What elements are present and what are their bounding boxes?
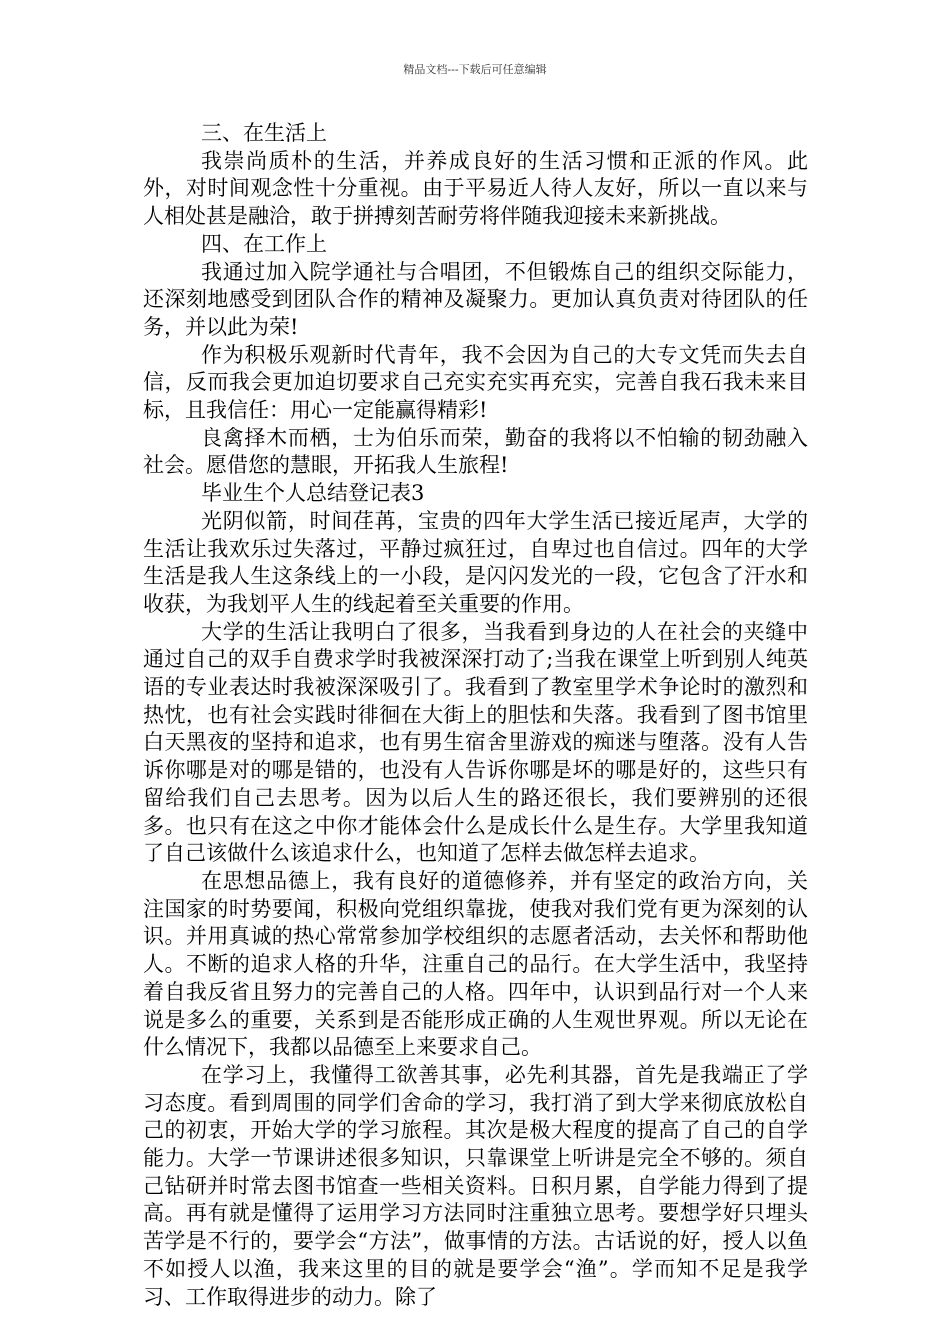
paragraph-work: 我通过加入院学通社与合唱团，不但锻炼自己的组织交际能力，还深刻地感受到团队合作的精神及凝聚力。更加认真负责对待团队的任务，并以此为荣! (143, 259, 808, 339)
document-body (143, 120, 808, 1311)
paragraph-study: 在学习上，我懂得工欲善其事，必先利其器，首先是我端正了学习态度。看到周围的同学们舍命的学习，我打消了到大学来彻底放松自己的初衷，开始大学的学习旅程。其次是极大程度的提高了自己的自学能力。大学一节课讲述很多知识，只靠课堂上听讲是完全不够的。须自己钻研并时常去图书馆查一些相关资料。日积月累，自学能力得到了提高。再有就是懂得了运用学习方法同时注重独立思考。要想学好只埋头苦学是不行的，要学会“方法”，做事情的方法。古话说的好，授人以鱼不如授人以渔，我来这里的目的就是要学会“渔”。学而知不足是我学习、工作取得进步的动力。除了 (143, 1062, 808, 1309)
section-heading-life: 三、在生活上 (201, 121, 327, 145)
document-subtitle: 毕业生个人总结登记表3 (201, 481, 425, 506)
page-header: 精品文档---下载后可任意编辑 (403, 63, 547, 76)
paragraph-life: 我崇尚质朴的生活，并养成良好的生活习惯和正派的作风。此外，对时间观念性十分重视。由于平易近人待人友好，所以一直以来与人相处甚是融洽，敢于拼搏刻苦耐劳将伴随我迎接未来新挑战。 (143, 148, 808, 229)
paragraph-intro: 光阴似箭，时间荏苒，宝贵的四年大学生活已接近尾声，大学的生活让我欢乐过失落过，平静过疯狂过，自卑过也自信过。四年的大学生活是我人生这条线上的一小段，是闪闪发光的一段，它包含了汗水和收获，为我划平人生的线起着至关重要的作用。 (143, 508, 808, 616)
paragraph-closing: 良禽择木而栖，士为伯乐而荣，勤奋的我将以不怕输的韧劲融入社会。愿借您的慧眼，开拓我人生旅程! (143, 425, 808, 478)
section-heading-work: 四、在工作上 (201, 231, 327, 256)
paragraph-morality: 在思想品德上，我有良好的道德修养，并有坚定的政治方向，关注国家的时势要闻，积极向党组织靠拢，使我对我们党有更为深刻的认识。并用真诚的热心常常参加学校组织的志愿者活动，去关怀和帮助他人。不断的追求人格的升华，注重自己的品行。在大学生活中，我坚持着自我反省且努力的完善自己的人格。四年中，认识到品行对一个人来说是多么的重要，关系到是否能形成正确的人生观世界观。所以无论在什么情况下，我都以品德至上来要求自己。 (143, 868, 808, 1060)
paragraph-youth: 作为积极乐观新时代青年，我不会因为自己的大专文凭而失去自信，反而我会更加迫切要求自己充实充实再充实，完善自我石我未来目标，且我信任：用心一定能赢得精彩! (143, 342, 808, 423)
paragraph-university-life: 大学的生活让我明白了很多，当我看到身边的人在社会的夹缝中通过自己的双手自费求学时我被深深打动了;当我在课堂上听到别人纯英语的专业表达时我被深深吸引了。我看到了教室里学术争论时的激烈和热忱，也有社会实践时徘徊在大街上的胆怯和失落。我看到了图书馆里白天黑夜的坚持和追求，也有男生宿舍里游戏的痴迷与堕落。没有人告诉你哪是对的哪是错的，也没有人告诉你哪是坏的哪是好的，这些只有留给我们自己去思考。因为以后人生的路还很长，我们要辨别的还很多。也只有在这之中你才能体会什么是成长什么是生存。大学里我知道了自己该做什么该追求什么，也知道了怎样去做怎样去追求。 (143, 619, 808, 866)
